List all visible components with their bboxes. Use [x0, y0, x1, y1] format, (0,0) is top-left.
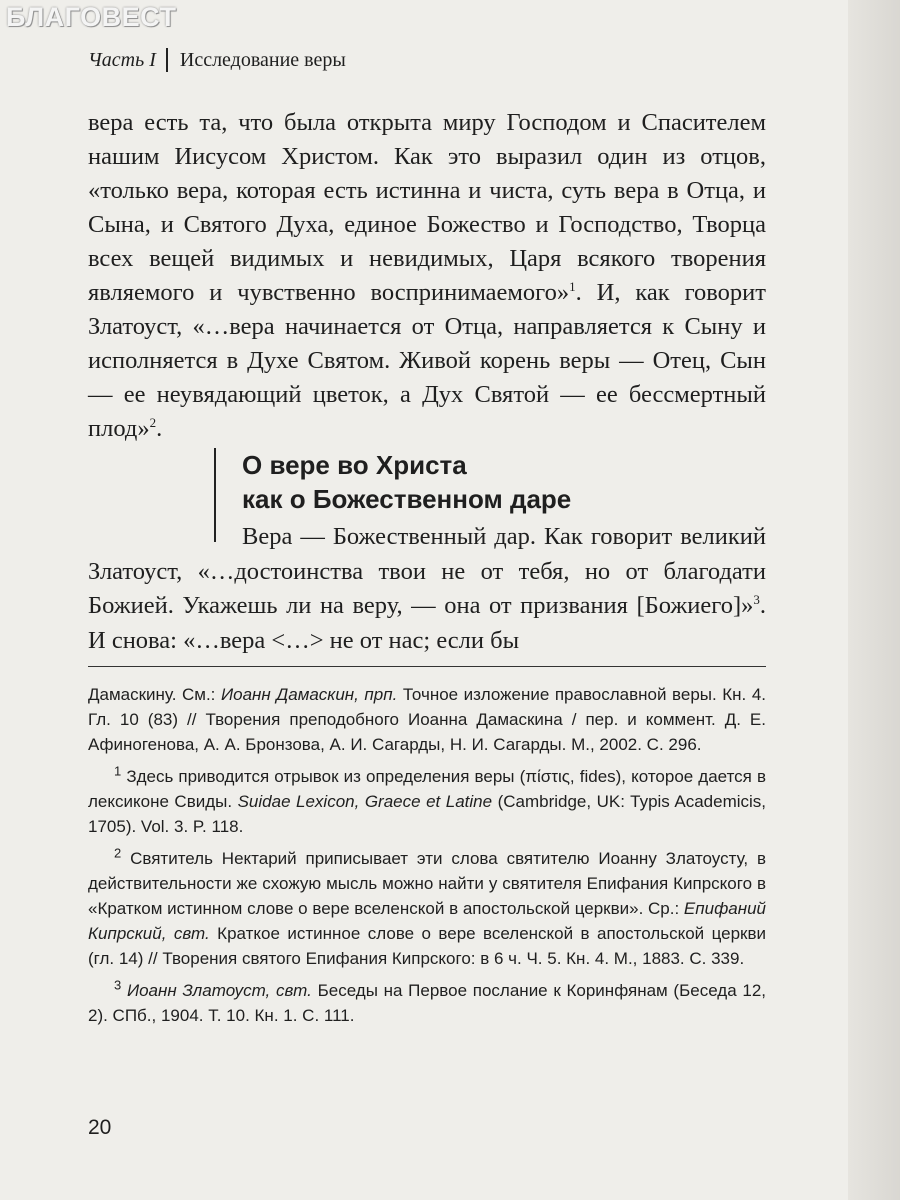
footnote-1: $^1$ Здесь приводится отрывок из определения веры (πίστις, fides), которое дается в лексиконе Свиды. Suidae Lexicon, Graece et Latine (Cambridge, UK: Typis Academicis, 1705). Vol. 3. P. 118. [88, 763, 767, 836]
footnote-continuation: Дамаскину. См.: Иоанн Дамаскин, прп. Точное изложение православной веры. Кн. 4. Гл. 10 (83) // Творения преподобного Иоанна Дамаскина / пер. и коммент. Д. Е. Афиногенова, А. А. Бронзова, А. И. Сагарды, Н. И. Сагарды. М., 2002. С. 296. [88, 685, 766, 754]
running-head-part: Часть I [88, 48, 156, 71]
running-head-section: Исследование веры [179, 48, 346, 71]
section-heading-line-2: как о Божественном даре [242, 484, 572, 514]
paragraph-text: Вера — Божественный дар. Как говорит великий Златоуст, «…достоинства твои не от тебя, но от благодати Божией. Укажешь ли на веру, — она от призвания [Божиего]» [88, 523, 766, 619]
running-head-divider [166, 48, 168, 72]
body-paragraph-1 [88, 106, 766, 446]
paragraph-text: вера есть та, что была открыта миру Господом и Спасителем нашим Иисусом Христом. Как это выразил один из отцов, «только вера, которая есть истинна и чиста, суть вера в Отца, и Сына, и Святого Духа, единое Божество и Господство, Творца всех вещей видимых и невидимых, Царя всякого творения являемого и чувственно воспринимаемого» [88, 109, 766, 306]
footnote-ref: 3 [753, 591, 760, 607]
body-paragraph-2 [88, 520, 766, 658]
paragraph-text: . И снова: «…вера <…> не от нас; если бы [88, 592, 766, 654]
footnote-3: $^3$ Иоанн Златоуст, свт. Беседы на Первое послание к Коринфянам (Беседа 12, 2). СПб., 1904. Т. 10. Кн. 1. С. 111. [88, 977, 767, 1025]
footnote-rule [88, 666, 766, 667]
footnote-2: $^2$ Святитель Нектарий приписывает эти слова святителю Иоанну Златоусту, в действительности же схожую мысль можно найти у святителя Епифания Кипрского в «Кратком истинном слове о вере вселенской в апостольской церкви». Ср.: Епифаний Кипрский, свт. Краткое истинное слове о вере вселенской в апостольской церкви (гл. 14) // Творения святого Епифания Кипрского: в 6 ч. Ч. 5. Кн. 4. М., 1883. С. 339. [88, 845, 766, 968]
paragraph-text: . И, как говорит Златоуст, «…вера начинается от Отца, направляется к Сыну и исполняется в Духе Святом. Живой корень веры — Отец, Сын — ее неувядающий цветок, а Дух Святой — ее бессмертный плод» [88, 279, 766, 442]
section-heading-line-1: О вере во Христа [242, 450, 467, 480]
paragraph-text: . [156, 415, 163, 442]
watermark-logo: БЛАГОВЕСТ [6, 2, 177, 32]
footnote-ref: 2 [149, 414, 157, 430]
page-number: 20 [88, 1116, 112, 1139]
running-head [88, 48, 346, 72]
page-edge [848, 0, 900, 1200]
footnotes [88, 682, 766, 1035]
footnote-ref: 1 [569, 278, 576, 294]
